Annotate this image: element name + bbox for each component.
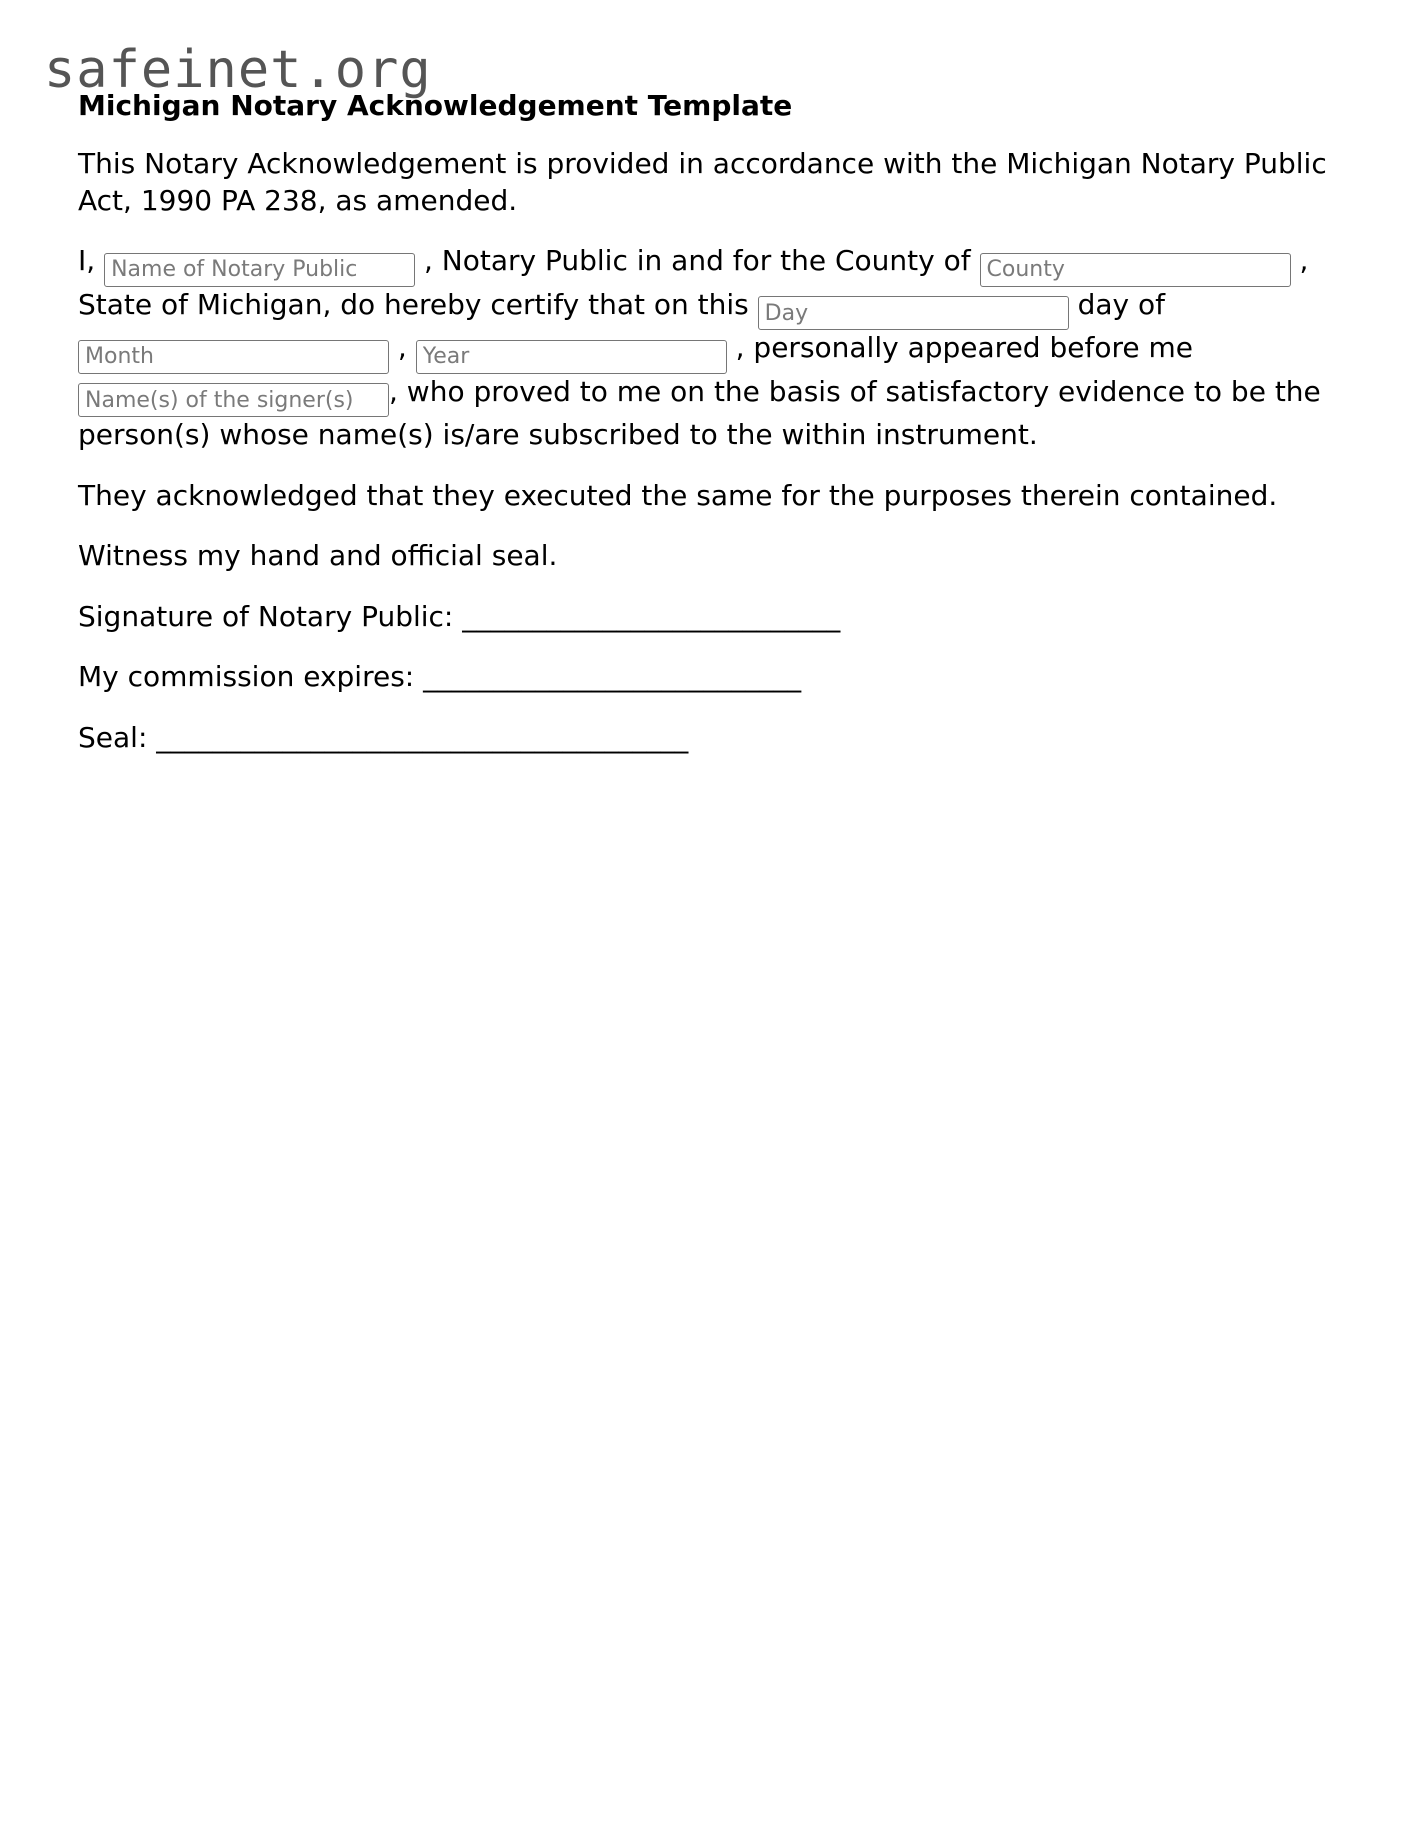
certificate-text-6: , personally appeared before me <box>735 331 1193 364</box>
seal-line: Seal: ______________________________________ <box>78 720 689 754</box>
witness-paragraph: Witness my hand and official seal. <box>78 539 558 572</box>
intro-paragraph: This Notary Acknowledgement is provided in accordance with the Michigan Notary Public Act, 1990 PA 238, as amended. <box>78 147 1327 217</box>
certificate-text-2: , Notary Public in and for the County of <box>423 244 971 277</box>
acknowledged-paragraph: They acknowledged that they executed the same for the purposes therein contained. <box>78 478 1278 512</box>
certificate-paragraph <box>78 243 1338 454</box>
county-input[interactable] <box>980 253 1291 287</box>
signers-input[interactable] <box>78 383 389 417</box>
notary-name-input[interactable] <box>104 253 415 287</box>
document-title: Michigan Notary Acknowledgement Template <box>78 89 793 122</box>
commission-expires-line: My commission expires: ___________________________ <box>78 660 802 693</box>
certificate-text-7: , who proved to me on the basis of satisfactory evidence to be the person(s) whose name(s) is/are subscribed to the within instrument. <box>78 374 1321 451</box>
certificate-text-5: , <box>397 331 407 364</box>
certificate-text-3: , State of Michigan, do hereby certify that on this <box>78 244 1309 321</box>
certificate-text-4: day of <box>1077 287 1165 321</box>
day-input[interactable] <box>758 296 1069 330</box>
certificate-text-1: I, <box>78 244 96 277</box>
month-input[interactable] <box>78 340 389 374</box>
document-body <box>78 88 1338 780</box>
notary-signature-line: Signature of Notary Public: ___________________________ <box>78 599 841 633</box>
year-input[interactable] <box>416 340 727 374</box>
watermark-logo: safeinet.org <box>44 40 432 100</box>
